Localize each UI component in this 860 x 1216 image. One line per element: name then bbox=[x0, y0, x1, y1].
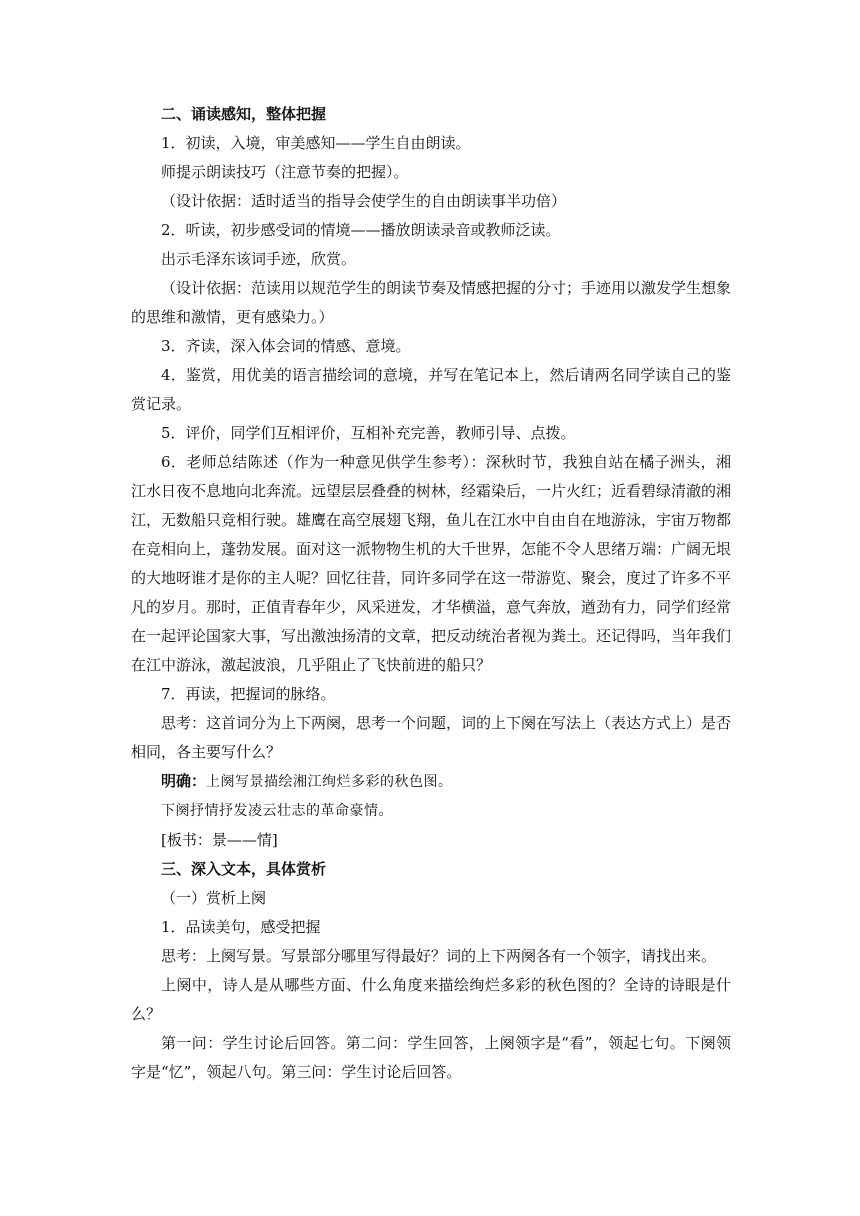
paragraph: 师提示朗读技巧（注意节奏的把握）。 bbox=[161, 163, 409, 181]
paragraph: 思考：上阕写景。写景部分哪里写得最好？词的上下两阕各有一个领字，请找出来。 bbox=[161, 947, 717, 965]
paragraph: 2．听读，初步感受词的情境——播放朗读录音或教师泛读。 bbox=[161, 221, 561, 239]
blackboard-note: [板书：景——情] bbox=[161, 831, 278, 849]
section-heading-2: 二、诵读感知，整体把握 bbox=[161, 105, 327, 123]
paragraph: 第一问：学生讨论后回答。第二问：学生回答，上阕领字是“看”，领起七句。下阕领字是“忆”，领起八句。第三问：学生讨论后回答。 bbox=[131, 1034, 731, 1081]
paragraph: 思考：这首词分为上下两阕，思考一个问题，词的上下阕在写法上（表达方式上）是否相同，各主要写什么？ bbox=[131, 714, 732, 761]
paragraph: 4．鉴赏，用优美的语言描绘词的意境，并写在笔记本上，然后请两名同学读自己的鉴赏记录。 bbox=[131, 366, 731, 413]
paragraph: 下阕抒情抒发凌云壮志的革命豪情。 bbox=[161, 803, 393, 819]
paragraph: 6．老师总结陈述（作为一种意见供学生参考）：深秋时节，我独自站在橘子洲头，湘江水日夜不息地向北奔流。远望层层叠叠的树林，经霜染后，一片火红；近看碧绿清澈的湘江，无数船只竞相行驶。雄鹰在高空展翅飞翔，鱼儿在江水中自由自在地游泳，宇宙万物都在竞相向上，蓬勃发展。面对这一派物物生机的大千世界，怎能不令人思绪万端：广阔无垠的大地呀谁才是你的主人呢？回忆往昔，同许多同学在这一带游览、聚会，度过了许多不平凡的岁月。那时，正值青春年少，风采迸发，才华横溢，意气奔放，遒劲有力，同学们经常在一起评论国家大事，写出激浊扬清的文章，把反动统治者视为粪土。还记得吗，当年我们在江中游泳，激起波浪，几乎阻止了飞快前进的船只？ bbox=[131, 453, 732, 674]
subsection-heading: （一）赏析上阕 bbox=[161, 889, 267, 907]
paragraph: （设计依据：范读用以规范学生的朗读节奏及情感把握的分寸；手迹用以激发学生想象的思维和激情，更有感染力。） bbox=[131, 279, 732, 326]
paragraph: 7．再读，把握词的脉络。 bbox=[161, 685, 336, 703]
document-body bbox=[131, 100, 731, 1087]
paragraph: 3．齐读，深入体会词的情感、意境。 bbox=[161, 337, 411, 355]
answer-paragraph bbox=[131, 767, 731, 797]
answer-text: 上阕写景描绘湘江绚烂多彩的秋色图。 bbox=[206, 774, 453, 790]
paragraph: 1．初读，入境，审美感知——学生自由朗读。 bbox=[161, 134, 471, 152]
paragraph: 上阕中，诗人是从哪些方面、什么角度来描绘绚烂多彩的秋色图的？全诗的诗眼是什么？ bbox=[131, 976, 731, 1023]
section-heading-3: 三、深入文本，具体赏析 bbox=[161, 860, 327, 878]
answer-label: 明确： bbox=[161, 772, 207, 790]
paragraph: 5．评价，同学们互相评价，互相补充完善，教师引导、点拨。 bbox=[161, 424, 576, 442]
paragraph: 1．品读美句，感受把握 bbox=[161, 918, 321, 936]
paragraph: （设计依据：适时适当的指导会使学生的自由朗读事半功倍） bbox=[161, 192, 567, 210]
paragraph: 出示毛泽东该词手迹，欣赏。 bbox=[161, 250, 357, 268]
